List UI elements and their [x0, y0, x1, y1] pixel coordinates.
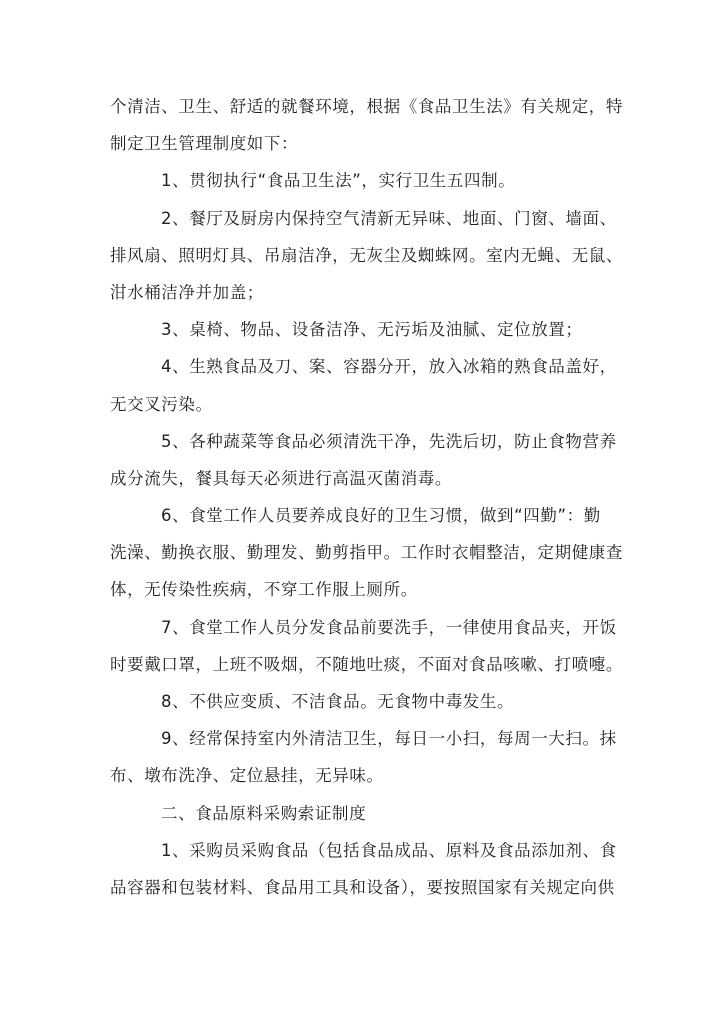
section-heading: 二、食品原料采购索证制度	[161, 803, 367, 823]
text-line: 1、采购员采购食品（包括食品成品、原料及食品添加剂、食	[161, 840, 617, 860]
text-line: 品容器和包装材料、食品用工具和设备），要按照国家有关规定向供	[110, 877, 615, 897]
text-line: 无交叉污染。	[110, 394, 213, 414]
text-line: 4、生熟食品及刀、案、容器分开，放入冰箱的熟食品盖好，	[161, 357, 617, 377]
text-line: 6、食堂工作人员要养成良好的卫生习惯，做到“四勤”：勤	[161, 506, 601, 526]
document-body	[110, 88, 630, 906]
text-line: 2、餐厅及厨房内保持空气清新无异味、地面、门窗、墙面、	[161, 208, 617, 228]
text-line: 排风扇、照明灯具、吊扇洁净，无灰尘及蜘蛛网。室内无蝇、无鼠、	[110, 245, 623, 265]
text-line: 体，无传染性疾病，不穿工作服上厕所。	[110, 580, 418, 600]
text-line: 时要戴口罩，上班不吸烟，不随地吐痰，不面对食品咳嗽、打喷嚏。	[110, 654, 623, 674]
text-line: 9、经常保持室内外清洁卫生，每日一小扫，每周一大扫。抹	[161, 729, 617, 749]
text-line: 洗澡、勤换衣服、勤理发、勤剪指甲。工作时衣帽整洁，定期健康查	[110, 543, 623, 563]
text-line: 5、各种蔬菜等食品必须清洗干净，先洗后切，防止食物营养	[161, 431, 617, 451]
text-line: 3、桌椅、物品、设备洁净、无污垢及油腻、定位放置；	[161, 320, 583, 340]
text-line: 个清洁、卫生、舒适的就餐环境，根据《食品卫生法》有关规定，特	[110, 97, 623, 116]
text-line: 成分流失，餐具每天必须进行高温灭菌消毒。	[110, 468, 452, 488]
text-line: 制定卫生管理制度如下：	[110, 134, 299, 154]
text-line: 7、食堂工作人员分发食品前要洗手，一律使用食品夹，开饭	[161, 617, 617, 637]
text-line: 布、墩布洗净、定位悬挂，无异味。	[110, 766, 384, 786]
text-line: 8、不供应变质、不洁食品。无食物中毒发生。	[161, 692, 515, 711]
text-line: 1、贯彻执行“食品卫生法”，实行卫生五四制。	[161, 171, 516, 191]
text-line: 泔水桶洁净并加盖；	[110, 282, 264, 302]
